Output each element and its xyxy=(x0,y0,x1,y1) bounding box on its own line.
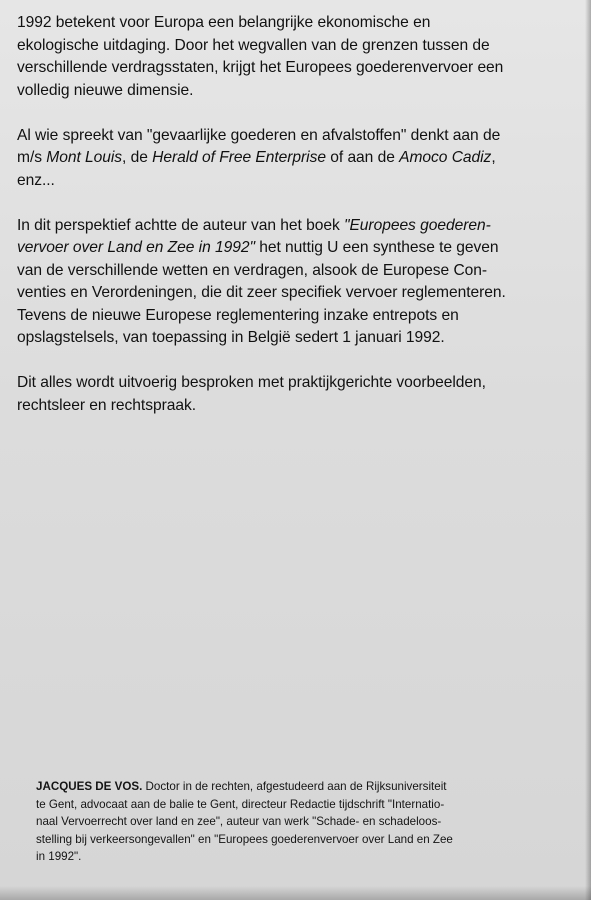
bio-fragment: Doctor in de rechten, afgestudeerd aan de Rijksuniversiteit xyxy=(142,780,447,793)
text-fragment: het nuttig U een synthese te geven xyxy=(254,239,499,256)
text-fragment: m/s xyxy=(17,149,47,166)
bio-line: te Gent, advocaat aan de balie te Gent, directeur Redactie tijdschrift "Internatio- xyxy=(36,797,445,811)
text-fragment: , xyxy=(491,149,496,166)
text-line: Al wie spreekt van "gevaarlijke goederen en afvalstoffen" denkt aan de xyxy=(17,126,501,144)
text-line xyxy=(17,237,587,260)
bio-line: naal Vervoerrecht over land en zee", auteur van werk "Schade- en schadeloos- xyxy=(36,815,442,828)
text-line: van de verschillende wetten en verdragen, alsook de Europese Con- xyxy=(17,261,488,279)
text-line: 1992 betekent voor Europa een belangrijke ekonomische en xyxy=(17,14,431,31)
book-title: vervoer over Land en Zee in 1992" xyxy=(17,239,255,256)
paragraph-summary xyxy=(17,372,587,417)
author-bio xyxy=(36,778,586,866)
blurb-text xyxy=(17,12,587,440)
ship-name: Amoco Cadiz xyxy=(399,149,492,166)
text-line: opslagstelsels, van toepassing in België sedert 1 januari 1992. xyxy=(17,329,445,346)
page-edge-shadow xyxy=(585,0,591,900)
text-line: Dit alles wordt uitvoerig besproken met praktijkgerichte voorbeelden, xyxy=(17,374,486,391)
text-line xyxy=(17,147,587,170)
text-line: enz... xyxy=(17,171,55,189)
bio-line xyxy=(36,778,586,796)
text-line: Tevens de nieuwe Europese reglementering inzake entrepots en xyxy=(17,306,459,324)
paragraph-intro xyxy=(17,12,587,102)
text-fragment: In dit perspektief achtte de auteur van het boek xyxy=(17,216,344,234)
book-title: "Europees goederen- xyxy=(343,216,491,234)
text-line: rechtsleer en rechtspraak. xyxy=(17,396,196,414)
text-line: volledig nieuwe dimensie. xyxy=(17,81,194,99)
text-line xyxy=(17,215,587,238)
text-line: venties en Verordeningen, die dit zeer specifiek vervoer reglementeren. xyxy=(17,284,506,301)
ship-name: Mont Louis xyxy=(46,149,123,166)
text-fragment: of aan de xyxy=(325,149,400,166)
paragraph-hazardous-goods xyxy=(17,125,587,193)
bio-line: in 1992". xyxy=(36,850,82,863)
bottom-edge-shadow xyxy=(0,886,591,900)
bio-line: stelling bij verkeersongevallen" en "Europees goederenvervoer over Land en Zee xyxy=(36,832,453,846)
text-line: ekologische uitdaging. Door het wegvallen van de grenzen tussen de xyxy=(17,36,490,54)
author-name: JACQUES DE VOS. xyxy=(36,780,143,793)
ship-name: Herald of Free Enterprise xyxy=(152,149,326,166)
text-fragment: , de xyxy=(122,149,153,166)
paragraph-book-purpose xyxy=(17,215,587,350)
text-line: verschillende verdragsstaten, krijgt het Europees goederenvervoer een xyxy=(17,59,504,76)
